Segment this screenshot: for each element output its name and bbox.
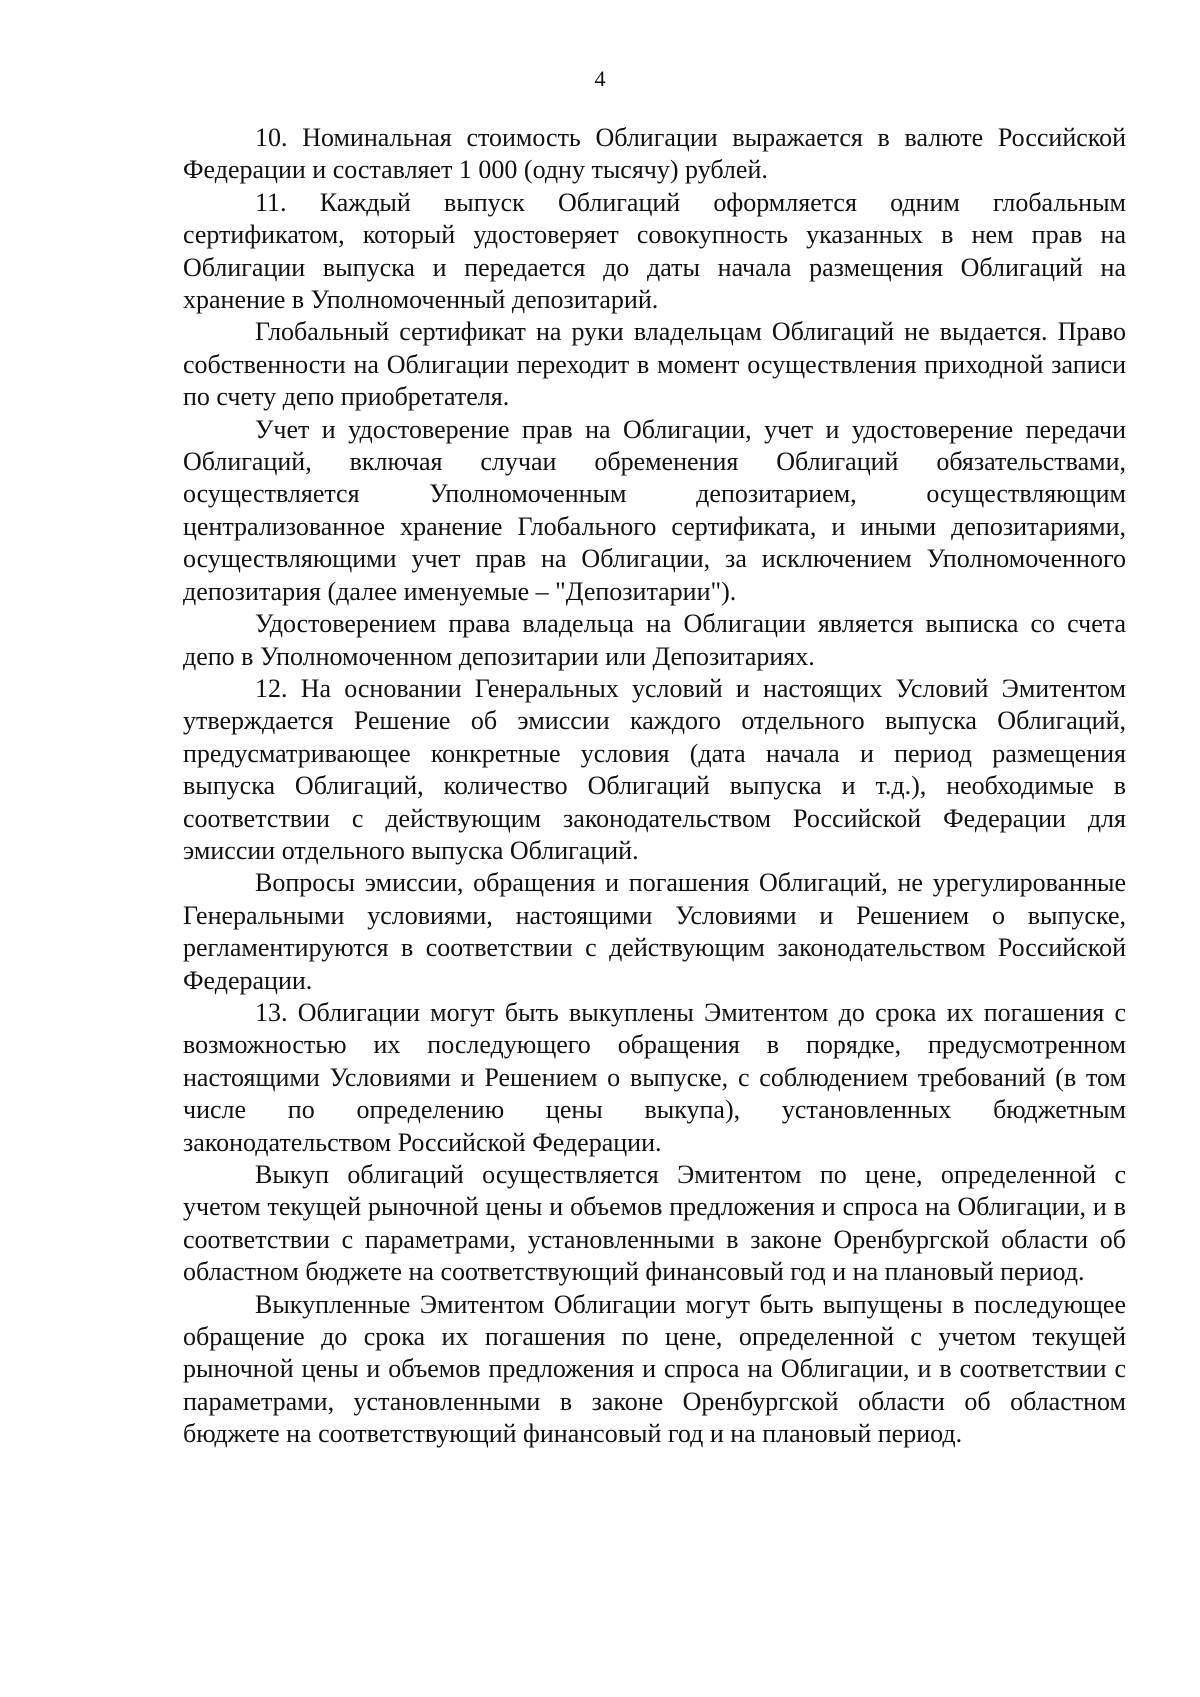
paragraph-13-buyback: 13. Облигации могут быть выкуплены Эмитентом до срока их погашения с возможностью их последующего обращения в порядке, предусмотренном настоящими Условиями и Решением о выпуске, с соблюдением требований (в том числе по определению цены выкупа), установленных бюджетным законодательством Российской Федерации. [183, 997, 1126, 1157]
paragraph-reissue: Выкупленные Эмитентом Облигации могут быть выпущены в последующее обращение до срока их погашения по цене, определенной с учетом текущей рыночной цены и объемов предложения и спроса на Облигации, и в соответствии с параметрами, установленными в законе Оренбургской области об областном бюджете на соответствующий финансовый год и на плановый период. [183, 1289, 1126, 1449]
paragraph-buyback-price: Выкуп облигаций осуществляется Эмитентом по цене, определенной с учетом текущей рыночной цены и объемов предложения и спроса на Облигации, и в соответствии с параметрами, установленными в законе Оренбургской области об областном бюджете на соответствующий финансовый год и на плановый период. [183, 1160, 1126, 1287]
document-body [183, 122, 1126, 1451]
page-number: 4 [594, 66, 606, 91]
paragraph-rights-accounting: Учет и удостоверение прав на Облигации, учет и удостоверение передачи Облигаций, включая случаи обременения Облигаций обязательствами, осуществляется Уполномоченным депозитарием, осуществляющим централизованное хранение Глобального сертификата, и иными депозитариями, осуществляющими учет прав на Облигации, за исключением Уполномоченного депозитария (далее именуемые – "Депозитарии"). [183, 414, 1126, 606]
paragraph-11-global-certificate: 11. Каждый выпуск Облигаций оформляется одним глобальным сертификатом, который удостоверяет совокупность указанных в нем прав на Облигации выпуска и передается до даты начала размещения Облигаций на хранение в Уполномоченный депозитарий. [183, 187, 1126, 315]
paragraph-ownership-certification: Удостоверением права владельца на Облигации является выписка со счета депо в Уполномоченном депозитарии или Депозитариях. [183, 609, 1126, 671]
paragraph-10-nominal-value: 10. Номинальная стоимость Облигации выражается в валюте Российской Федерации и составляет 1 000 (одну тысячу) рублей. [183, 123, 1126, 185]
paragraph-unregulated-issues: Вопросы эмиссии, обращения и погашения Облигаций, не урегулированные Генеральными условиями, настоящими Условиями и Решением о выпуске, регламентируются в соответствии с действующим законодательством Российской Федерации. [183, 868, 1126, 995]
paragraph-ownership-rights: Глобальный сертификат на руки владельцам Облигаций не выдается. Право собственности на Облигации переходит в момент осуществления приходной записи по счету депо приобретателя. [183, 317, 1126, 412]
paragraph-12-issue-decision: 12. На основании Генеральных условий и настоящих Условий Эмитентом утверждается Решение об эмиссии каждого отдельного выпуска Облигаций, предусматривающее конкретные условия (дата начала и период размещения выпуска Облигаций, количество Облигаций выпуска и т.д.), необходимые в соответствии с действующим законодательством Российской Федерации для эмиссии отдельного выпуска Облигаций. [183, 673, 1126, 865]
